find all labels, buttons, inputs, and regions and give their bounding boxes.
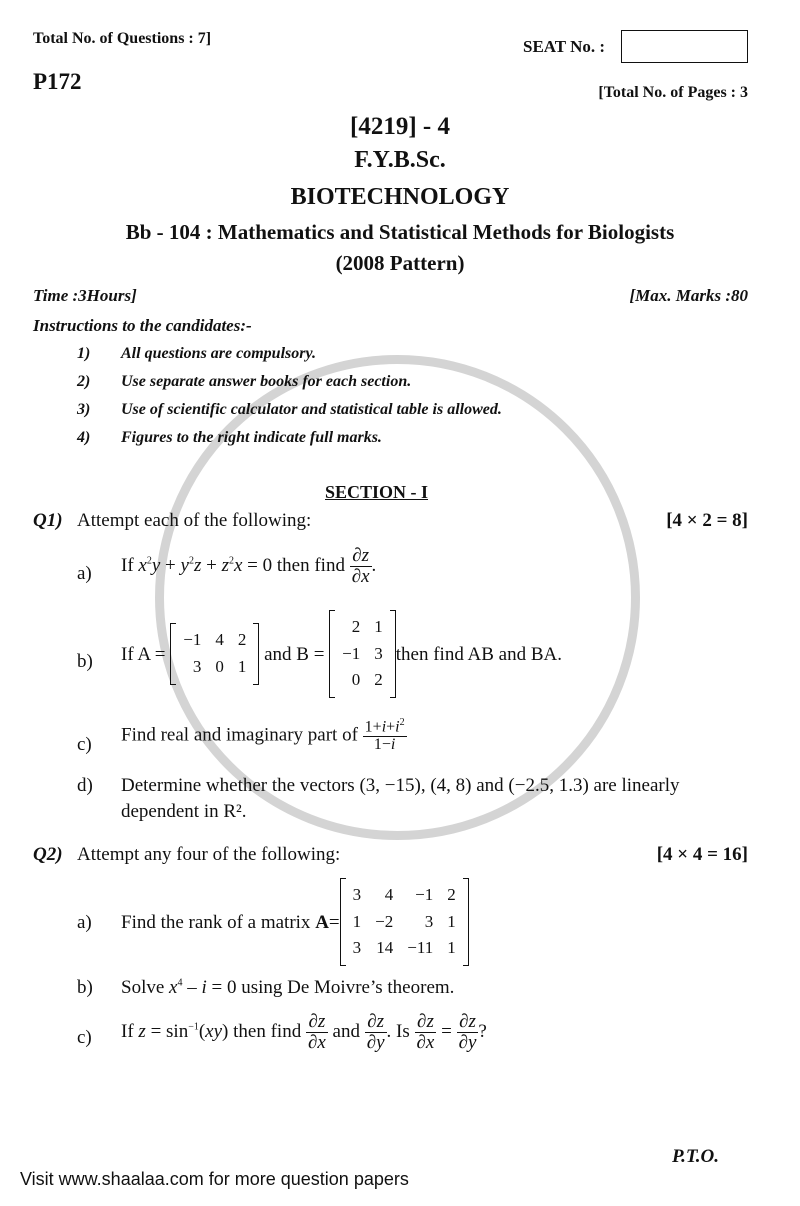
matrix-a: −1 4 2 3 0 1 (170, 623, 259, 685)
q1c-text: Find real and imaginary part of $\frac{1+i+i^2}{1-i}$ (121, 717, 405, 754)
seat-no-label: SEAT No. : (523, 37, 606, 56)
q1d-line2: dependent in R². (121, 801, 247, 822)
q2a-label: a) (77, 912, 92, 933)
total-pages: [Total No. of Pages : 3 (598, 84, 748, 101)
instruction-num: 1) (77, 345, 91, 362)
paper-code: P172 (33, 69, 82, 94)
max-marks: [Max. Marks :80 (629, 286, 748, 305)
pattern: (2008 Pattern) (335, 251, 465, 275)
course: F.Y.B.Sc. (354, 147, 446, 173)
instruction-num: 4) (77, 429, 91, 446)
time: Time :3Hours] (33, 286, 137, 305)
pto: P.T.O. (672, 1146, 719, 1167)
q1-marks: [4 × 2 = 8] (666, 510, 748, 531)
instructions-heading: Instructions to the candidates:- (33, 316, 252, 335)
matrix-rank: 3 4 −1 2 1 −2 3 1 3 14 −11 1 (340, 878, 469, 967)
footer-link[interactable]: Visit www.shaalaa.com for more question papers (20, 1169, 409, 1189)
seat-no-box (621, 30, 748, 63)
instruction-num: 2) (77, 373, 91, 390)
q2c-label: c) (77, 1027, 92, 1048)
q2b-label: b) (77, 977, 93, 998)
subject: BIOTECHNOLOGY (290, 184, 510, 210)
q2-marks: [4 × 4 = 16] (656, 844, 748, 865)
matrix-b: 2 1 −1 3 0 2 (329, 610, 396, 699)
q2b-text: Solve $x^4 - i = 0$ using De Moivre’s theorem. (121, 977, 455, 998)
exam-code: [4219] - 4 (350, 113, 450, 140)
q2-text: Attempt any four of the following: (77, 844, 341, 865)
q1-text: Attempt each of the following: (77, 510, 312, 531)
watermark-circle (155, 355, 640, 840)
section-heading: SECTION - I (325, 482, 429, 502)
q1a-text: If $x^2y + y^2z + z^2x = 0$ then find $\frac{\partial z}{\partial x}$ . (121, 545, 377, 587)
q2a-text: Find the rank of a matrix A= 3 4 −1 2 1 −2 3 1 3 14 −11 1 (121, 880, 469, 964)
instruction-num: 3) (77, 401, 91, 418)
q1-number: Q1) (33, 510, 63, 531)
instruction-text: Use separate answer books for each section. (121, 373, 412, 390)
paper-title: Bb - 104 : Mathematics and Statistical Methods for Biologists (125, 220, 675, 244)
q2c-text: If $z = \sin^{-1}(xy)$ then find $\frac{\partial z}{\partial x}$ and $\frac{\partial z}{\partial y}$ . Is $\frac{\partial z}{\partial x}$ = $\frac{\partial z}{\partial y}$ ? (121, 1011, 487, 1053)
q1d-label: d) (77, 775, 93, 796)
total-questions: Total No. of Questions : 7] (33, 30, 212, 47)
instruction-text: Figures to the right indicate full marks. (121, 429, 382, 446)
q2-number: Q2) (33, 844, 63, 865)
q1a-label: a) (77, 563, 92, 584)
q1b-text: If A = −1 4 2 3 0 1 and B = 2 1 −1 3 0 2 then find AB and BA. (121, 612, 562, 696)
q1c-label: c) (77, 734, 92, 755)
instruction-text: Use of scientific calculator and statistical table is allowed. (121, 401, 502, 418)
q1b-label: b) (77, 651, 93, 672)
q1d-line1: Determine whether the vectors (3, −15), (4, 8) and (−2.5, 1.3) are linearly (121, 775, 680, 796)
instruction-text: All questions are compulsory. (121, 345, 316, 362)
